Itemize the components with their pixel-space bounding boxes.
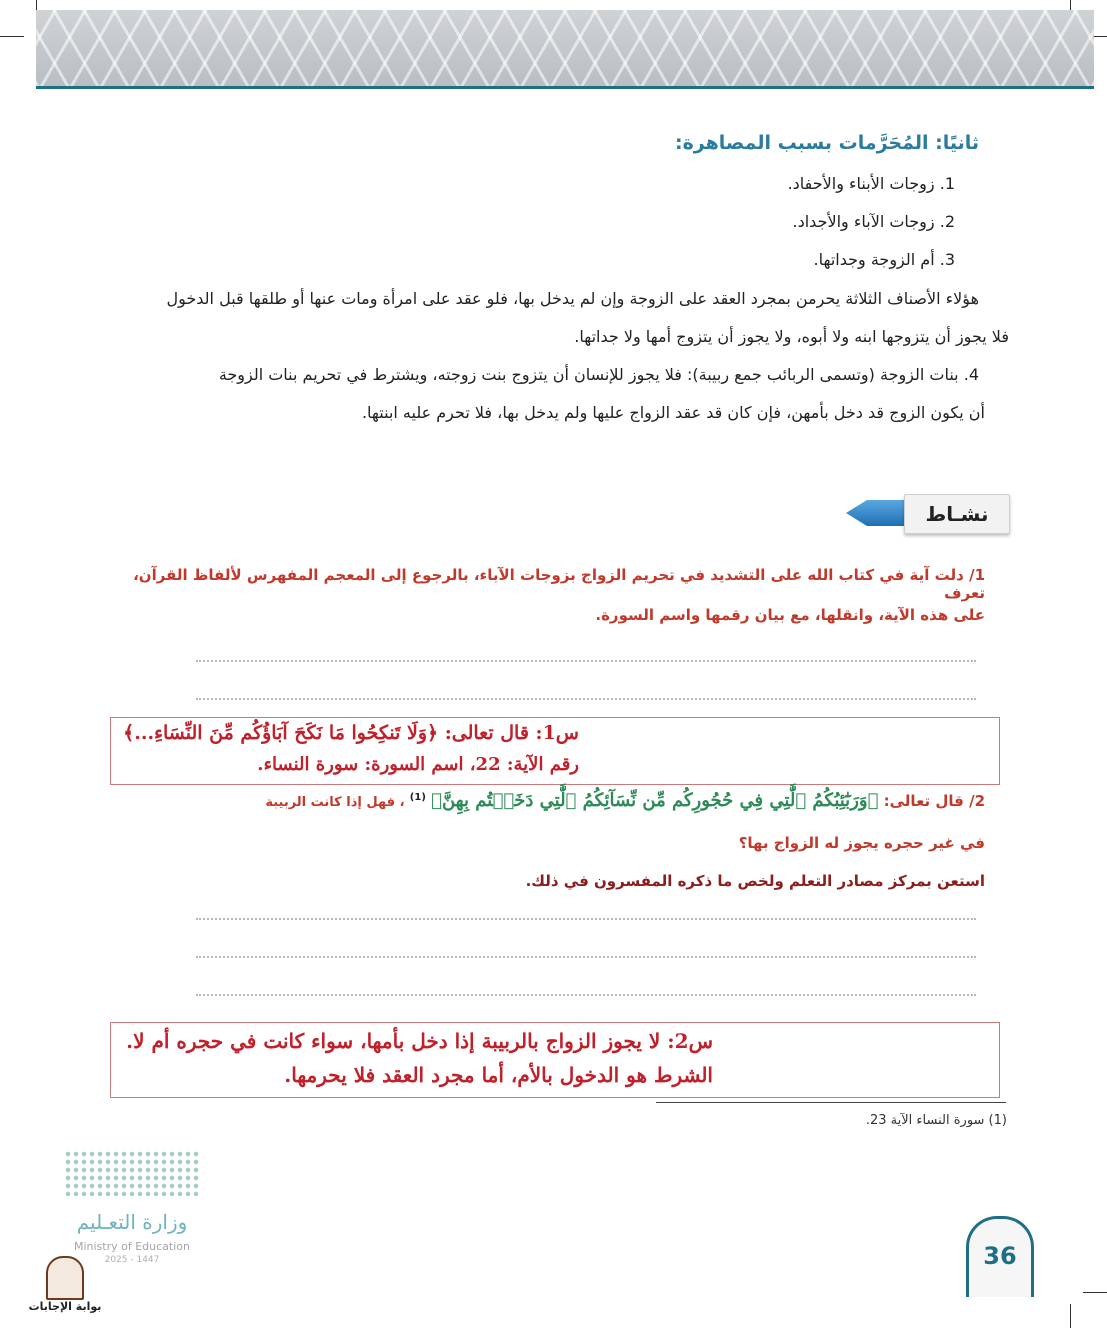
paragraph-line: أن يكون الزوج قد دخل بأمهن، فإن كان قد عقد الزواج عليها ولم يدخل بها، فلا تحرم عليه ابنتها. <box>361 403 985 422</box>
answer-line <box>196 660 976 662</box>
answer-1-line: رقم الآية: 22، اسم السورة: سورة النساء. <box>257 754 579 775</box>
question-2-line: في غير حجره يجوز له الزواج بها؟ <box>738 834 985 852</box>
question-1-line: على هذه الآية، وانقلها، مع بيان رقمها واسم السورة. <box>595 606 985 624</box>
crop-mark <box>0 36 24 37</box>
footnote-divider <box>656 1102 1006 1103</box>
footnote: (1) سورة النساء الآية 23. <box>865 1113 1007 1128</box>
paragraph-line: 4. بنات الزوجة (وتسمى الربائب جمع ربيبة): فلا يجوز للإنسان أن يتزوج بنت زوجته، ويشترط في تحريم بنات الزوجة <box>218 365 979 384</box>
paragraph-line: هؤلاء الأصناف الثلاثة يحرمن بمجرد العقد على الزوجة وإن لم يدخل بها، فلو عقد على امرأة ومات عنها أو طلقها قبل الدخول <box>166 289 979 308</box>
answer-1-line: س1: قال تعالى: ﴿وَلَا تَنكِحُوا مَا نَكَحَ آبَاؤُكُم مِّنَ النِّسَاءِ...﴾ <box>123 722 579 744</box>
ministry-name-en: Ministry of Education <box>73 1240 190 1253</box>
footnote-ref: (1) <box>409 792 426 803</box>
watermark-text: بوابة الإجابات <box>28 1300 102 1313</box>
page-number: 36 <box>966 1216 1034 1297</box>
list-item: 2. زوجات الآباء والأجداد. <box>792 212 955 231</box>
decorative-header-band <box>36 10 1094 89</box>
question-2-line <box>125 790 985 811</box>
answer-2-line: الشرط هو الدخول بالأم، أما مجرد العقد فلا يحرمها. <box>284 1063 713 1087</box>
answer-line <box>196 994 976 996</box>
activity-label: نشـاط <box>904 494 1010 534</box>
answer-line <box>196 956 976 958</box>
crop-mark <box>1070 1304 1071 1328</box>
list-item: 1. زوجات الأبناء والأحفاد. <box>787 174 955 193</box>
answer-line <box>196 918 976 920</box>
quran-verse: ﴿وَرَبَٰٓئِبُكُمُ ٱلَّٰتِي فِي حُجُورِكُم مِّن نِّسَآئِكُمُ ٱلَّٰتِي دَخَلۡتُم بِهِنَّ﴾ <box>431 790 879 811</box>
crop-mark <box>1083 1292 1107 1293</box>
answer-2-line: س2: لا يجوز الزواج بالربيبة إذا دخل بأمها، سواء كانت في حجره أم لا. <box>126 1029 713 1053</box>
answer-box-1 <box>110 717 1000 785</box>
ministry-dots-icon <box>64 1150 200 1196</box>
question-2-suffix: ، فهل إذا كانت الربيبة <box>265 795 405 810</box>
paragraph-line: فلا يجوز أن يتزوجها ابنه ولا أبوه، ولا يجوز أن يتزوج أمها ولا جداتها. <box>574 327 1009 346</box>
answer-box-2 <box>110 1022 1000 1098</box>
activity-badge <box>842 494 1010 534</box>
watermark <box>28 1256 102 1313</box>
ministry-name-ar: وزارة التعـليم <box>76 1210 188 1234</box>
ministry-years: 2025 - 1447 <box>104 1255 160 1265</box>
question-1-line: 1/ دلت آية في كتاب الله على التشديد في تحريم الزواج بزوجات الآباء، بالرجوع إلى المعجم المفهرس لألفاظ القرآن، تعرف <box>133 566 985 602</box>
list-item: 3. أم الزوجة وجداتها. <box>813 250 955 269</box>
answer-line <box>196 698 976 700</box>
section-title: ثانيًا: المُحَرَّمات بسبب المصاهرة: <box>674 132 979 154</box>
question-2-prefix: 2/ قال تعالى: <box>883 792 985 810</box>
question-2-line: استعن بمركز مصادر التعلم ولخص ما ذكره المفسرون في ذلك. <box>525 872 985 890</box>
watermark-gate-icon <box>46 1256 84 1300</box>
